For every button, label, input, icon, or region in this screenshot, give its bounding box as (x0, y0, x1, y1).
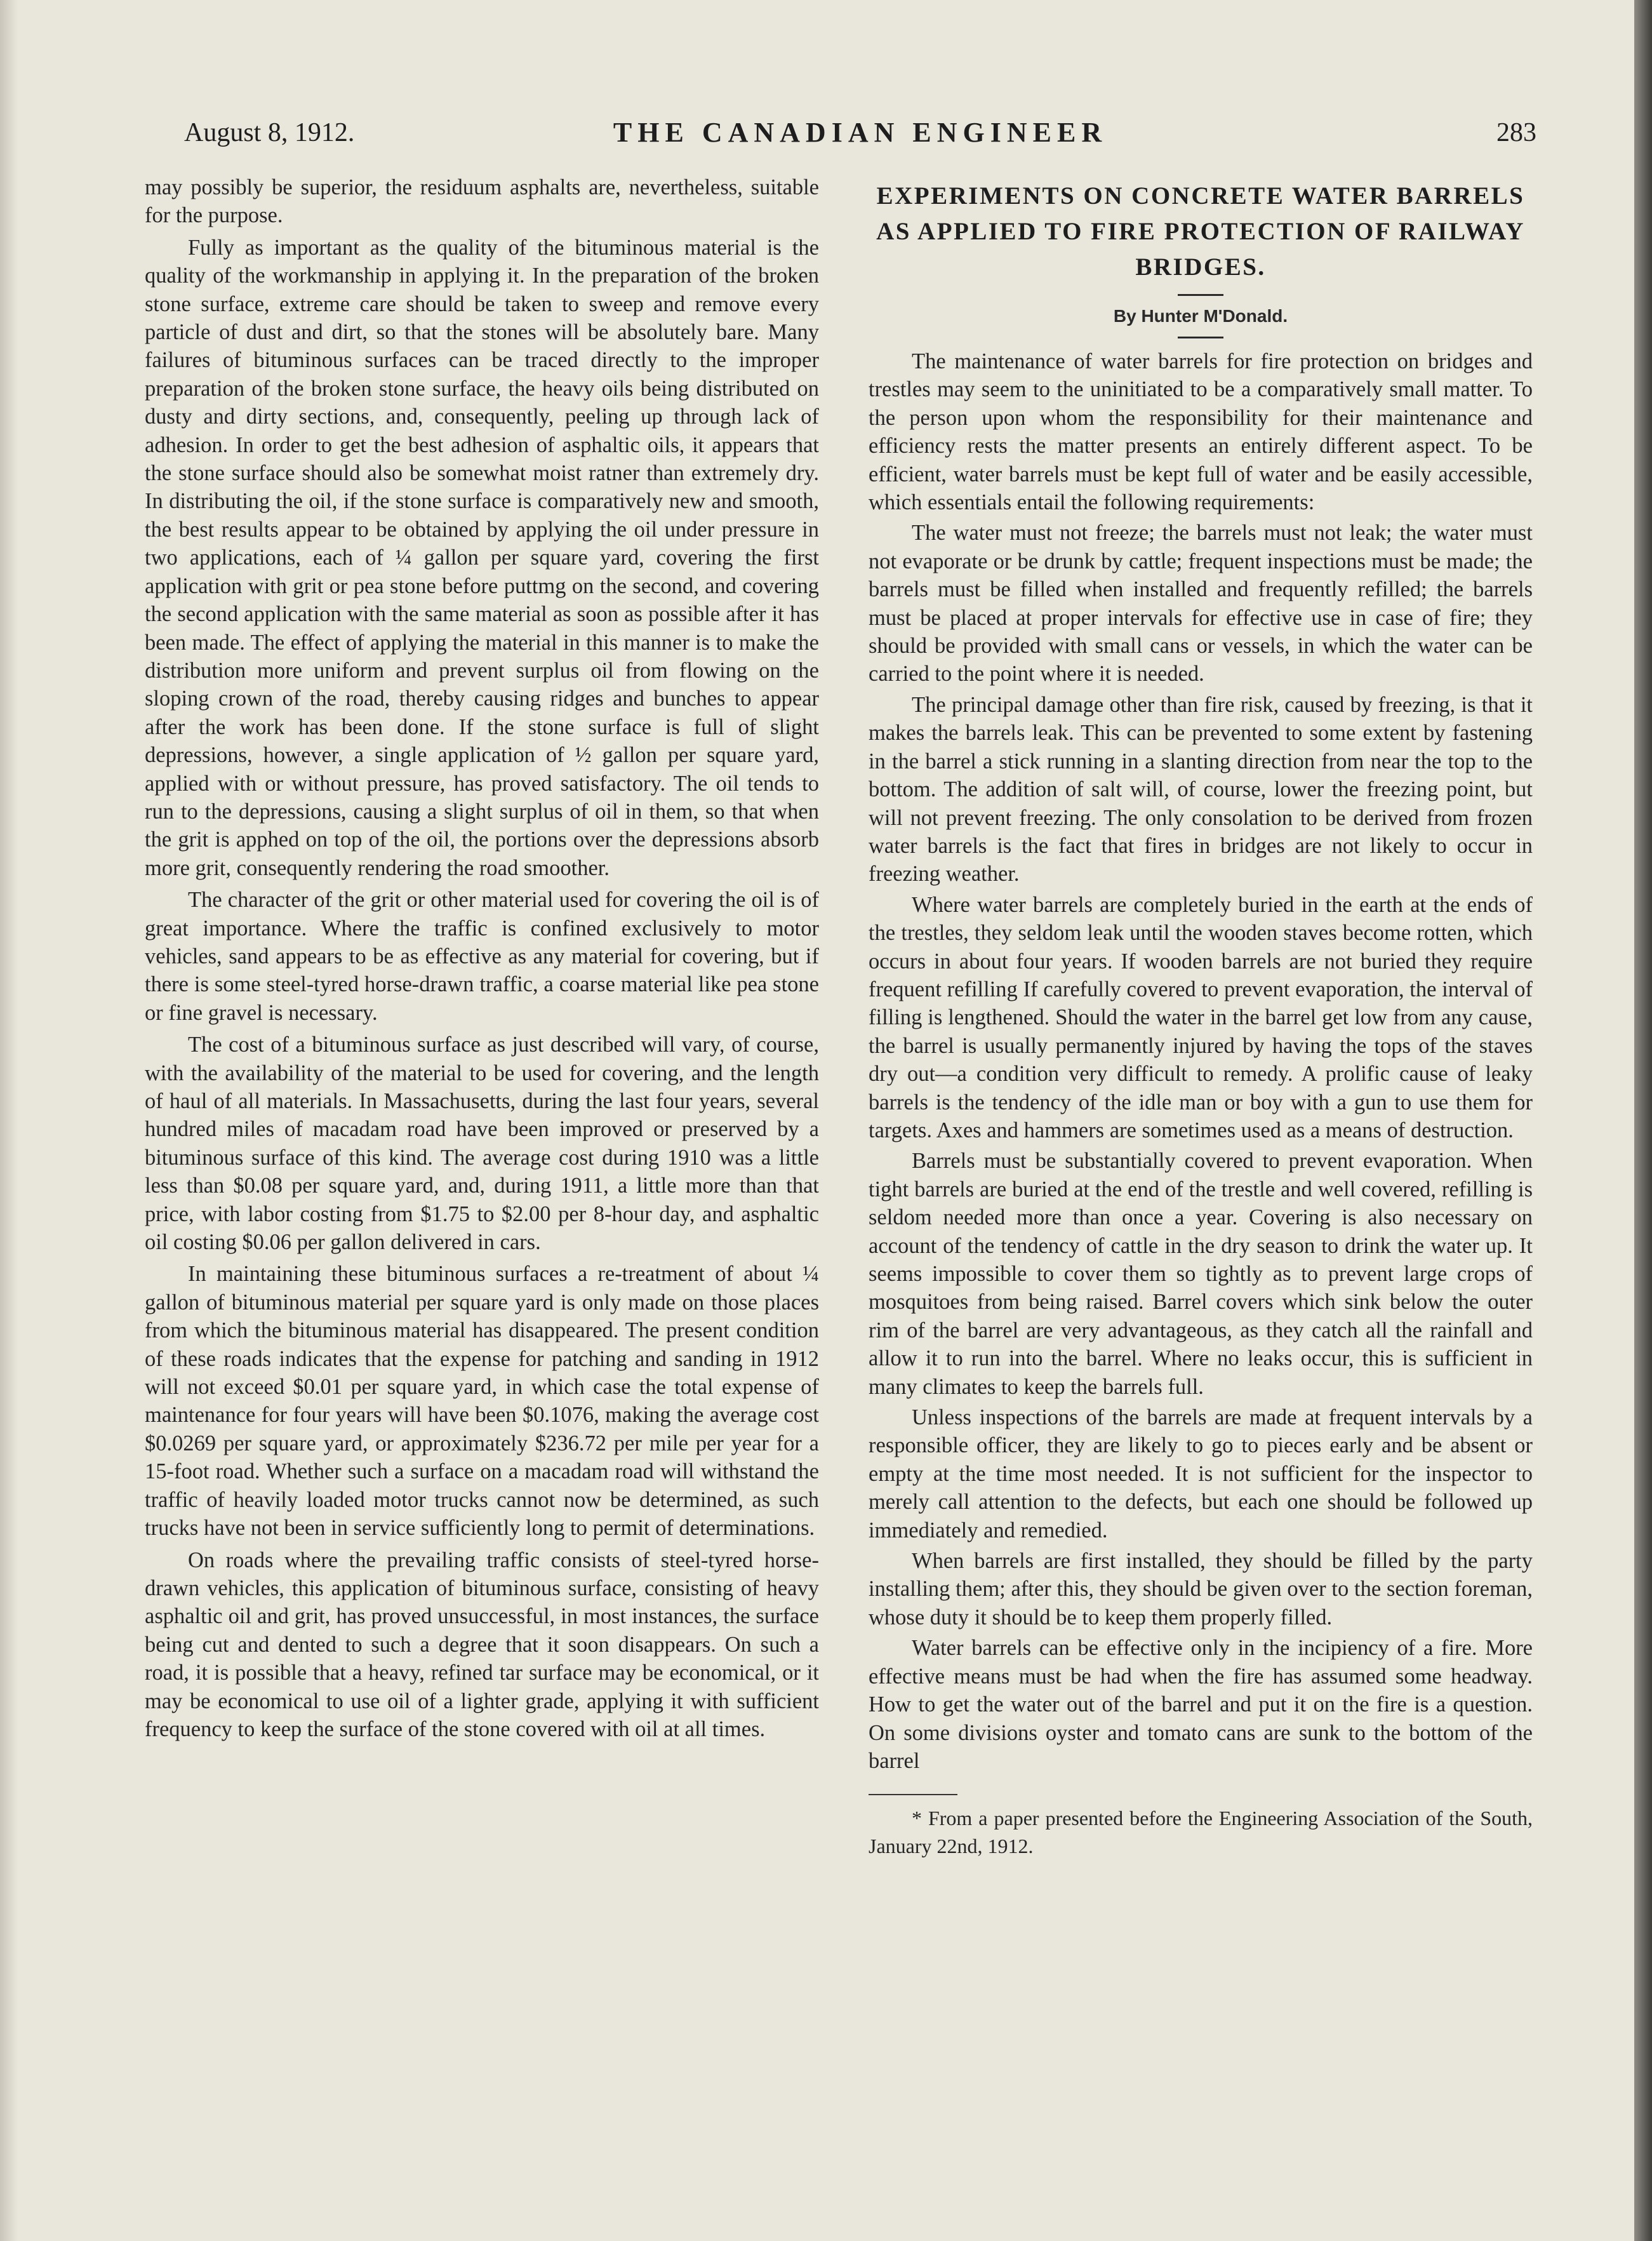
paragraph: On roads where the prevailing traffic consists of steel-tyred horse-drawn vehicles, this application of bituminous surface, consisting of heavy asphaltic oil and grit, has proved unsuccessful, in most instances, the surface being cut and dented to such a degree that it soon disappears. On such a road, it is possible that a heavy, refined tar surface may be economical, or it may be economical to use oil of a lighter grade, applying it with sufficient frequency to keep the surface of the stone covered with oil at all times. (145, 1548, 819, 1741)
footnote-rule (869, 1794, 957, 1795)
page-number: 283 (1496, 118, 1536, 147)
paragraph: Barrels must be substantially covered to prevent evaporation. When tight barrels are buried at the end of the trestle and well covered, refilling is seldom needed more than once a year. Covering is also necessary on account of the tendency of cattle in the dry season to drink the water up. It seems impossible to cover them so tightly as to prevent large crops of mosquitoes from being raised. Barrel covers which sink below the outer rim of the barrel are very advantageous, as they catch all the rainfall and allow it to run into the barrel. Where no leaks occur, this is sufficient in many climates to keep the barrels full. (869, 1149, 1533, 1399)
issue-date: August 8, 1912. (184, 118, 355, 147)
paragraph: In maintaining these bituminous surfaces a re-treatment of about ¼ gallon of bituminous material per square yard is only made on those places from which the bituminous material has disappeared. The present condition of these roads indicates that the expense for patching and sanding in 1912 will not exceed $0.01 per square yard, in which case the total expense of maintenance for four years will have been $0.1076, making the average cost $0.0269 per square yard, or approximately $236.72 per mile per year for a 15-foot road. Whether such a surface on a macadam road will withstand the traffic of heavily loaded motor trucks cannot now be determined, as such trucks have not been in service sufficiently long to permit of determinations. (145, 1262, 819, 1541)
byline-rule (1178, 337, 1223, 338)
article-title: EXPERIMENTS ON CONCRETE WATER BARRELS AS APPLIED TO FIRE PROTECTION OF RAILWAY BRIDGES. (876, 182, 1525, 281)
paragraph: Water barrels can be effective only in the incipiency of a fire. More effective means must be had when the fire has assumed some headway. How to get the water out of the barrel and put it on the fire is a question. On some divisions oyster and tomato cans are sunk to the bottom of the barrel (869, 1636, 1533, 1773)
footnote: * From a paper presented before the Engineering Association of the South, January 22nd, 1912. (869, 1807, 1533, 1858)
paragraph: Fully as important as the quality of the bituminous material is the quality of the workmanship in applying it. In the preparation of the broken stone surface, extreme care should be taken to sweep and remove every particle of dust and dirt, so that the stones will be absolutely bare. Many failures of bituminous surfaces can be traced directly to the improper preparation of the broken stone surface, the heavy oils being distributed on dusty and dirty sections, and, consequently, peeling up through lack of adhesion. In order to get the best adhesion of asphaltic oils, it appears that the stone surface should also be somewhat moist ratner than extremely dry. In distributing the oil, if the stone surface is comparatively new and smooth, the best results appear to be obtained by applying the oil under pressure in two applications, each of ¼ gallon per square yard, covering the first application with grit or pea stone before puttmg on the second, and covering the second application with the same material as soon as possible after it has been made. The effect of applying the material in this manner is to make the distribution more uniform and prevent surplus oil from flowing on the sloping crown of the road, thereby causing ridges and bunches to appear after the work has been done. If the stone surface is full of slight depressions, however, a single application of ½ gallon per square yard, applied with or without pressure, has proved satisfactory. The oil tends to run to the depressions, causing a slight surplus of oil in them, so that when the grit is apphed on top of the oil, the portions over the depressions absorb more grit, consequently rendering the road smoother. (145, 235, 819, 880)
paragraph: When barrels are first installed, they should be filled by the party installing them; after this, they should be given over to the section foreman, whose duty it should be to keep them properly filled. (869, 1549, 1533, 1629)
paragraph: Unless inspections of the barrels are made at frequent intervals by a responsible officer, they are likely to go to pieces early and be absent or empty at the time most needed. It is not sufficient for the inspector to merely call attention to the defects, but each one should be followed up immediately and remedied. (869, 1405, 1533, 1542)
paragraph: The character of the grit or other material used for covering the oil is of great importance. Where the traffic is confined exclusively to motor vehicles, sand appears to be as effective as any material for covering, but if there is some steel-tyred horse-drawn traffic, a coarse material like pea stone or fine gravel is necessary. (145, 888, 819, 1025)
journal-title: THE CANADIAN ENGINEER (613, 117, 1108, 148)
paragraph: The cost of a bituminous surface as just described will vary, of course, with the availability of the material to be used for covering, and the length of haul of all materials. In Massachusetts, during the last four years, several hundred miles of macadam road have been improved or preserved by a bituminous surface of this kind. The average cost during 1910 was a little less than $0.08 per square yard, and, during 1911, a little more than that price, with labor costing from $1.75 to $2.00 per 8-hour day, and asphaltic oil costing $0.06 per gallon delivered in cars. (145, 1033, 819, 1255)
right-column (869, 173, 1533, 1860)
paragraph: Where water barrels are completely buried in the earth at the ends of the trestles, they seldom leak until the wooden staves become rotten, which occurs in about four years. If wooden barrels are not buried they require frequent refilling If carefully covered to prevent evaporation, the interval of filling is lengthened. Should the water in the barrel get low from any cause, the barrel is usually permanently injured by having the tops of the staves dry out—a condition very difficult to remedy. A prolific cause of leaky barrels is the tendency of the idle man or boy with a gun to use them for targets. Axes and hammers are sometimes used as a means of destruction. (869, 892, 1533, 1142)
running-head (184, 117, 1536, 156)
scan-edge (1634, 0, 1652, 2241)
page-fold-shadow (0, 0, 18, 2241)
byline: By Hunter M'Donald. (1113, 306, 1288, 326)
title-rule (1178, 294, 1223, 296)
left-column (145, 173, 819, 1743)
paragraph: The maintenance of water barrels for fire protection on bridges and trestles may seem to the uninitiated to be a comparatively small matter. To the person upon whom the responsibility for their maintenance and efficiency rests the matter presents an entirely different aspect. To be efficient, water barrels must be kept full of water and be easily accessible, which essentials entail the following requirements: (869, 349, 1533, 515)
paragraph-continued: may possibly be superior, the residuum asphalts are, nevertheless, suitable for the purpose. (145, 175, 819, 228)
paragraph: The principal damage other than fire risk, caused by freezing, is that it makes the barrels leak. This can be prevented to some extent by fastening in the barrel a stick running in a slanting direction from near the top to the bottom. The addition of salt will, of course, lower the freezing point, but will not prevent freezing. The only consolation to be derived from frozen water barrels is the fact that fires in bridges are not likely to occur in freezing weather. (869, 692, 1533, 886)
paragraph: The water must not freeze; the barrels must not leak; the water must not evaporate or be drunk by cattle; frequent inspections must be made; the barrels must be filled when installed and frequently refilled; the barrels must be placed at proper intervals for effective use in case of fire; they should be provided with small cans or vessels, in which the water can be carried to the point where it is needed. (869, 521, 1533, 686)
